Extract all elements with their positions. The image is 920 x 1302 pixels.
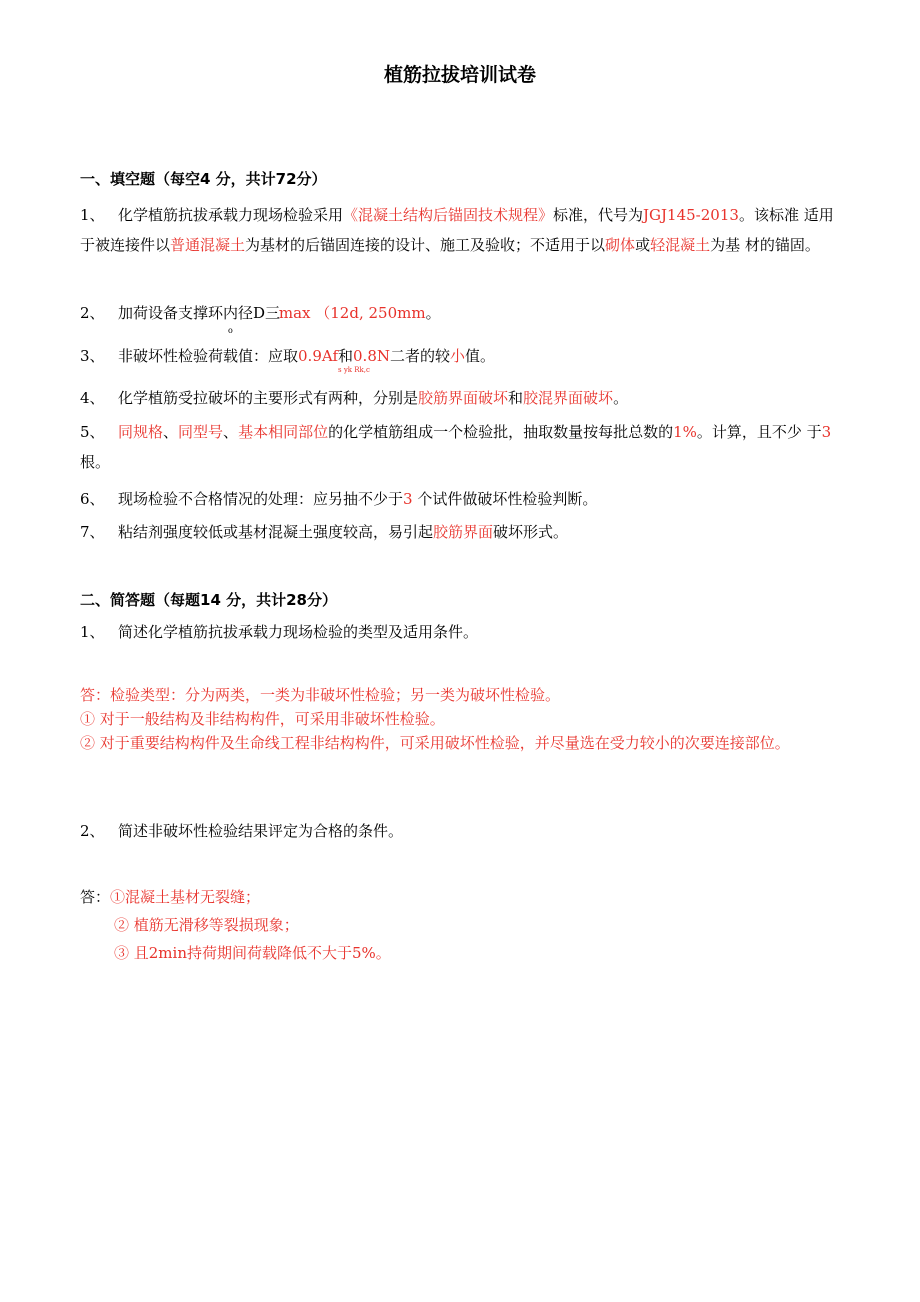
question-text: 。 [613,389,629,407]
question-7 [80,517,840,547]
question-4 [80,383,840,413]
question-number: 7、 [80,523,105,541]
question-text: 二者的较 [390,347,451,365]
short-answer-2 [80,883,840,967]
answer-text: 0.8N [353,347,390,365]
answer-text: 同规格 [118,423,164,441]
section1-heading: 一、填空题（每空4 分，共计72分） [80,170,327,188]
answer-text: 普通混凝土 [170,236,246,254]
question-number: 6、 [80,490,105,508]
answer-text: 0.9Af [298,347,338,365]
answer-line: ② 对于重要结构构件及生命线工程非结构构件，可采用破坏性检验，并尽量选在受力较小的次要连接部位。 [80,734,790,752]
question-text: 和 [338,347,354,365]
page-title: 植筋拉拔培训试卷 [383,64,536,86]
answer-line: ① 对于一般结构及非结构构件，可采用非破坏性检验。 [80,710,445,728]
question-number: 4、 [80,389,105,407]
answer-text: 轻混凝土 [650,236,711,254]
question-text: 简述化学植筋抗拔承载力现场检验的类型及适用条件。 [118,623,479,641]
answer-text: 同型号 [178,423,224,441]
answer-text: 3 [403,490,413,508]
answer-text: 基本相同部位 [238,423,329,441]
question-text: 个试件做破坏性检验判断。 [412,490,598,508]
question-text: 简述非破坏性检验结果评定为合格的条件。 [118,822,404,840]
answer-line: 答：检验类型：分为两类，一类为非破坏性检验；另一类为破坏性检验。 [80,686,561,704]
answer-text: 3 [821,423,832,441]
question-text: 化学植筋抗拔承载力现场检验采用 [118,206,344,224]
question-text: 粘结剂强度较低或基材混凝土强度较高，易引起 [118,523,434,541]
subscript-text: s yk Rk,c [338,366,370,374]
question-text: 根。 [80,453,111,471]
question-text: 破坏形式。 [493,523,569,541]
question-text: 。 [425,304,441,322]
question-3 [80,341,840,374]
question-text: 。该标准 适用于被连接件以 [80,206,834,254]
question-text: 、 [163,423,179,441]
answer-text: 胶筋界面破坏 [418,389,509,407]
answer-line: ② 植筋无滑移等裂损现象； [114,916,299,934]
answer-text: 1% [673,423,697,441]
question-number: 5、 [80,423,105,441]
question-text: 非破坏性检验荷载值：应取 [118,347,299,365]
answer-prefix: 答： [80,888,111,906]
question-text: 、 [223,423,239,441]
section2-heading: 二、简答题（每题14 分，共计28分） [80,591,337,609]
question-text: 的化学植筋组成一个检验批，抽取数量按每批总数的 [328,423,674,441]
answer-text: JGJ145-2013 [643,206,739,224]
question-text: 为基 材的锚固。 [710,236,820,254]
short-question-2 [80,816,840,846]
question-5 [80,417,840,477]
question-text: 化学植筋受拉破坏的主要形式有两种，分别是 [118,389,419,407]
answer-text: max （12d, 250mm [278,304,426,322]
answer-text: 小 [450,347,466,365]
answer-text: 砌体 [605,236,636,254]
answer-text: 胶筋界面 [433,523,494,541]
question-text: 标准，代号为 [553,206,644,224]
question-text: 或 [635,236,651,254]
question-number: 2、 [80,822,105,840]
question-1 [80,200,840,260]
question-2 [80,298,840,335]
short-answer-1 [80,683,840,755]
question-text: 值。 [465,347,496,365]
short-question-1 [80,617,840,647]
question-text: 为基材的后锚固连接的设计、施工及验收；不适用于以 [245,236,606,254]
question-number: 3、 [80,347,105,365]
question-number: 2、 [80,304,105,322]
question-text: 加荷设备支撑环内径D三 [118,304,281,322]
question-text: 和 [508,389,524,407]
question-number: 1、 [80,623,105,641]
question-text: 。计算，且不少 于 [696,423,822,441]
answer-text: 《混凝土结构后锚固技术规程》 [343,206,554,224]
answer-line: ①混凝土基材无裂缝； [110,888,261,906]
answer-line: ③ 且2min持荷期间荷载降低不大于5%。 [114,944,391,962]
question-text: 现场检验不合格情况的处理：应另抽不少于 [118,490,404,508]
subscript-text: o [228,326,233,335]
question-6 [80,484,840,514]
question-number: 1、 [80,206,105,224]
answer-text: 胶混界面破坏 [523,389,614,407]
